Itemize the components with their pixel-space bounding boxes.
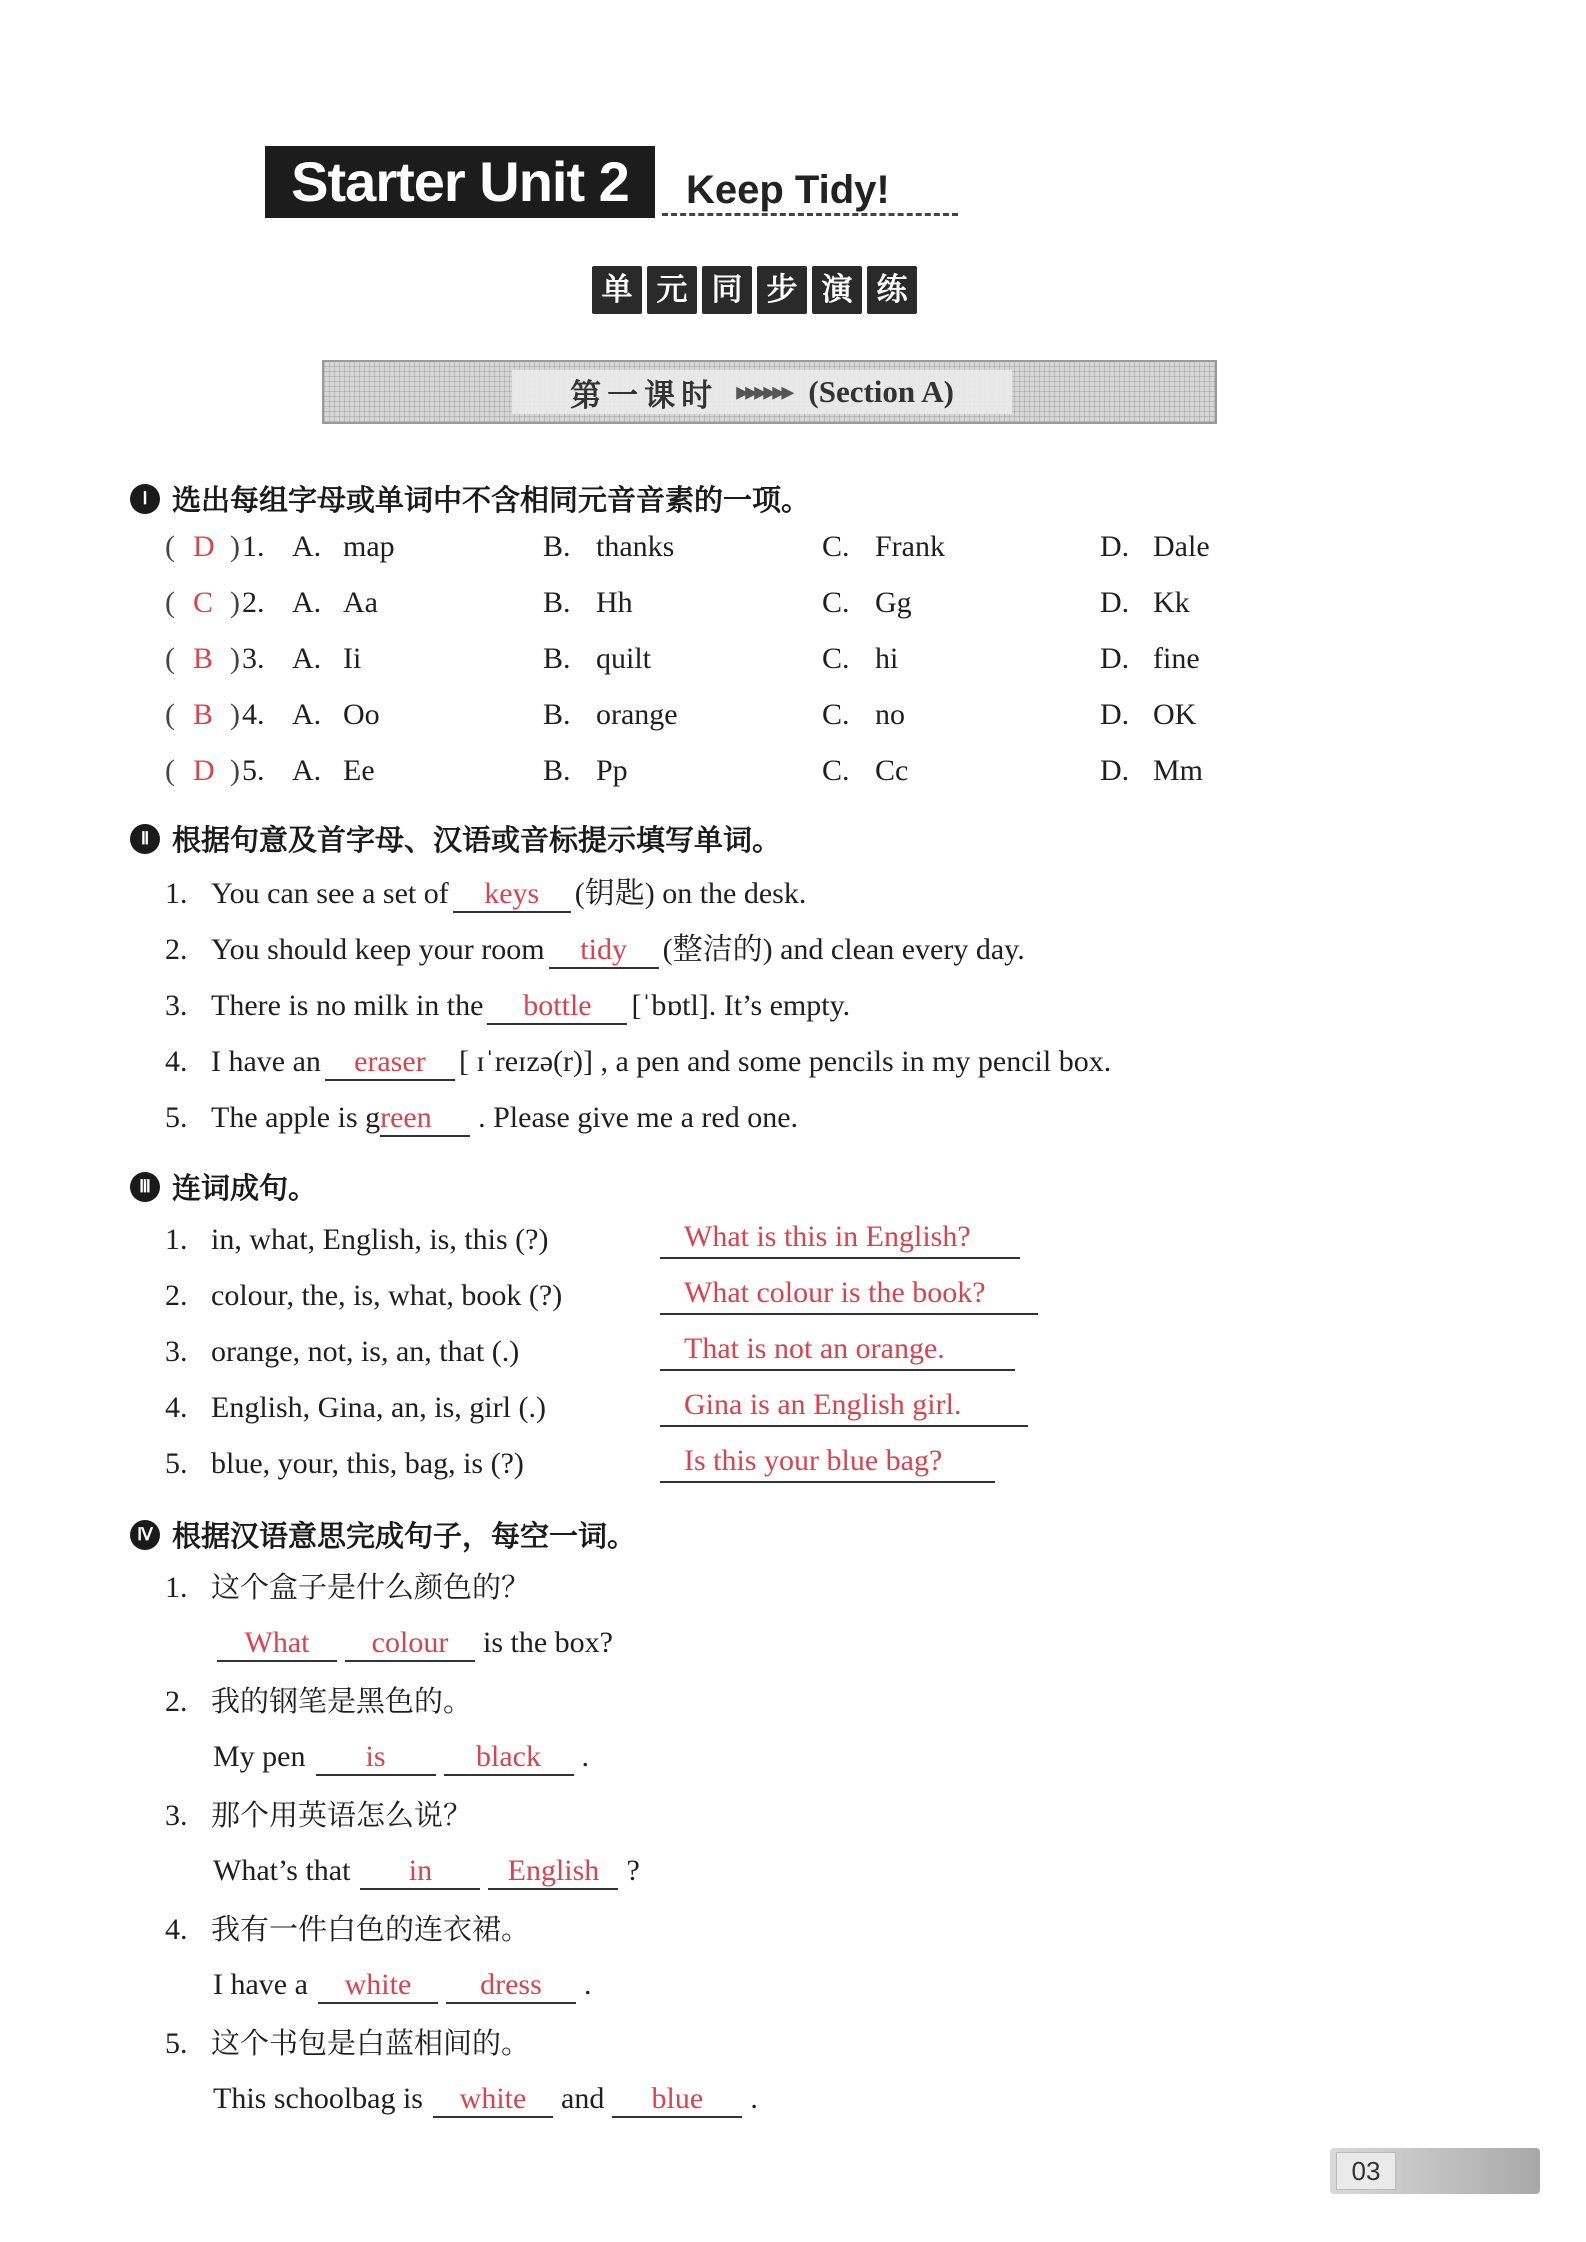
chinese-prompt: 那个用英语怎么说？ <box>211 1798 473 1832</box>
option-text: Hh <box>596 586 633 619</box>
option-text: map <box>343 530 395 563</box>
answer-row <box>213 1736 589 1778</box>
chinese-prompt: 这个盒子是什么颜色的？ <box>211 1570 531 1604</box>
chinese-prompt: 这个书包是白蓝相间的。 <box>211 2026 531 2060</box>
answer-blank: white <box>318 1968 438 2004</box>
choice-row <box>165 695 1265 735</box>
answer-blank: English <box>488 1854 618 1890</box>
question-number: 1. <box>165 1571 188 1604</box>
sentence-start: You can see a set of <box>211 877 449 910</box>
part-title: 连词成句。 <box>172 1171 318 1205</box>
option-text: quilt <box>596 642 652 675</box>
option-text: Cc <box>875 754 909 787</box>
word-list: blue, your, this, bag, is (?) <box>211 1447 524 1480</box>
prompt-row <box>165 1908 530 1951</box>
question-number: 1. <box>165 877 188 910</box>
option-text: Kk <box>1153 586 1190 619</box>
chip: 演 <box>812 266 862 314</box>
sentence-start: I have a <box>213 1968 308 2001</box>
sentence-start: I have an <box>211 1045 321 1078</box>
choice-row <box>165 583 1265 623</box>
page-number: 03 <box>1336 2152 1396 2190</box>
sentence-start: The apple is g <box>211 1101 381 1134</box>
answer: D <box>193 530 215 563</box>
question-number: 4. <box>242 698 265 731</box>
answer-blank: tidy <box>549 933 659 969</box>
answer-blank: dress <box>446 1968 576 2004</box>
option-label: A. <box>292 698 322 731</box>
option-label: D. <box>1100 754 1130 787</box>
answer-blank: colour <box>345 1626 475 1662</box>
lesson-title: 第一课时 <box>570 377 719 414</box>
option-label: A. <box>292 530 322 563</box>
option-text: Mm <box>1153 754 1204 787</box>
open-paren: ( <box>165 530 175 563</box>
part-heading <box>130 1166 317 1207</box>
answer: B <box>193 698 214 731</box>
choice-row <box>165 639 1265 679</box>
question-number: 2. <box>165 933 188 966</box>
question-number: 1. <box>242 530 265 563</box>
answer-line: What is this in English? <box>660 1217 1020 1259</box>
prompt-row <box>165 2022 530 2065</box>
option-label: D. <box>1100 530 1130 563</box>
question-number: 3. <box>165 1335 188 1368</box>
option-label: B. <box>543 698 571 731</box>
question-number: 3. <box>242 642 265 675</box>
option-text: no <box>875 698 905 731</box>
answer-blank: eraser <box>325 1045 455 1081</box>
chip: 步 <box>757 266 807 314</box>
answer-blank: reen <box>380 1101 470 1137</box>
option-label: C. <box>822 642 850 675</box>
option-label: C. <box>822 530 850 563</box>
sentence-end: (钥匙) on the desk. <box>574 877 807 910</box>
sentence-start: My pen <box>213 1740 306 1773</box>
question-number: 5. <box>242 754 265 787</box>
question-number: 2. <box>165 1279 188 1312</box>
option-label: B. <box>543 642 571 675</box>
question-number: 5. <box>165 2027 188 2060</box>
sentence-end: . <box>581 1740 589 1773</box>
close-paren: ) <box>230 754 240 787</box>
prompt-row <box>165 1680 472 1723</box>
option-text: orange <box>596 698 678 731</box>
answer-row <box>213 2078 758 2120</box>
option-text: Gg <box>875 586 912 619</box>
sentence-end: . Please give me a red one. <box>478 1101 799 1134</box>
option-label: C. <box>822 754 850 787</box>
lesson-banner <box>322 360 1217 424</box>
answer-row <box>213 1850 640 1892</box>
choice-row <box>165 527 1265 567</box>
unit-title: Starter Unit 2 <box>265 146 655 218</box>
option-label: D. <box>1100 642 1130 675</box>
option-text: Ii <box>343 642 362 675</box>
answer-row <box>213 1964 591 2006</box>
answer-line: What colour is the book? <box>660 1273 1038 1315</box>
chip: 单 <box>592 266 642 314</box>
word-list: English, Gina, an, is, girl (.) <box>211 1391 546 1424</box>
option-label: B. <box>543 530 571 563</box>
part-heading <box>130 818 781 859</box>
fill-row <box>165 1041 1111 1083</box>
answer: C <box>193 586 214 619</box>
option-text: thanks <box>596 530 675 563</box>
arrow-icon: ▸▸▸▸▸▸ <box>736 377 791 407</box>
order-row <box>165 1387 546 1429</box>
order-row <box>165 1443 524 1485</box>
question-number: 3. <box>165 1799 188 1832</box>
sentence-start: You should keep your room <box>211 933 545 966</box>
answer: D <box>193 754 215 787</box>
part-number-icon: Ⅲ <box>130 1172 160 1202</box>
sentence-end: . <box>750 2082 758 2115</box>
close-paren: ) <box>230 530 240 563</box>
option-text: Dale <box>1153 530 1210 563</box>
sentence-end: (整洁的) and clean every day. <box>662 933 1025 966</box>
chinese-prompt: 我有一件白色的连衣裙。 <box>211 1912 531 1946</box>
answer-blank: is <box>316 1740 436 1776</box>
option-text: fine <box>1153 642 1200 675</box>
sentence-end: ? <box>626 1854 640 1887</box>
option-text: Aa <box>343 586 378 619</box>
chip: 同 <box>702 266 752 314</box>
option-text: Pp <box>596 754 628 787</box>
option-text: Oo <box>343 698 380 731</box>
option-label: B. <box>543 586 571 619</box>
question-number: 4. <box>165 1913 188 1946</box>
prompt-row <box>165 1566 530 1609</box>
close-paren: ) <box>230 642 240 675</box>
sentence-start: What’s that <box>213 1854 351 1887</box>
close-paren: ) <box>230 698 240 731</box>
word-list: orange, not, is, an, that (.) <box>211 1335 520 1368</box>
close-paren: ) <box>230 586 240 619</box>
answer-blank: What <box>217 1626 337 1662</box>
option-label: A. <box>292 754 322 787</box>
question-number: 5. <box>165 1447 188 1480</box>
answer-line: Gina is an English girl. <box>660 1385 1028 1427</box>
answer-blank: bottle <box>487 989 627 1025</box>
part-title: 选出每组字母或单词中不含相同元音音素的一项。 <box>172 483 811 517</box>
answer-line: Is this your blue bag? <box>660 1441 995 1483</box>
open-paren: ( <box>165 586 175 619</box>
open-paren: ( <box>165 754 175 787</box>
word-list: in, what, English, is, this (?) <box>211 1223 549 1256</box>
fill-row <box>165 985 850 1027</box>
option-label: C. <box>822 586 850 619</box>
question-number: 1. <box>165 1223 188 1256</box>
fill-row <box>165 929 1025 971</box>
option-label: A. <box>292 586 322 619</box>
sentence-end: [ˈbɒtl]. It’s empty. <box>631 989 851 1022</box>
option-label: C. <box>822 698 850 731</box>
option-text: hi <box>875 642 899 675</box>
answer-blank: black <box>444 1740 574 1776</box>
part-number-icon: Ⅰ <box>130 484 160 514</box>
option-label: A. <box>292 642 322 675</box>
chip: 练 <box>867 266 917 314</box>
answer-blank: keys <box>453 877 571 913</box>
prompt-row <box>165 1794 472 1837</box>
fill-row <box>165 1097 798 1139</box>
order-row <box>165 1219 548 1261</box>
option-label: B. <box>543 754 571 787</box>
question-number: 3. <box>165 989 188 1022</box>
answer-blank: in <box>360 1854 480 1890</box>
answer: B <box>193 642 214 675</box>
answer-line: That is not an orange. <box>660 1329 1015 1371</box>
part-title: 根据句意及首字母、汉语或音标提示填写单词。 <box>172 823 782 857</box>
unit-subtitle: Keep Tidy! <box>662 164 958 216</box>
lesson-section: (Section A) <box>808 374 954 409</box>
part-heading <box>130 1514 636 1555</box>
chip: 元 <box>647 266 697 314</box>
part-number-icon: Ⅳ <box>130 1520 160 1550</box>
question-number: 5. <box>165 1101 188 1134</box>
part-number-icon: Ⅱ <box>130 824 160 854</box>
order-row <box>165 1275 562 1317</box>
sentence-start: This schoolbag is <box>213 2082 423 2115</box>
question-number: 4. <box>165 1045 188 1078</box>
question-number: 4. <box>165 1391 188 1424</box>
option-label: D. <box>1100 698 1130 731</box>
question-number: 2. <box>242 586 265 619</box>
choice-row <box>165 751 1265 791</box>
sentence-end: is the box? <box>483 1626 613 1659</box>
order-row <box>165 1331 519 1373</box>
answer-blank: blue <box>612 2082 742 2118</box>
option-text: Ee <box>343 754 375 787</box>
part-heading <box>130 478 810 519</box>
option-text: OK <box>1153 698 1197 731</box>
option-text: Frank <box>875 530 945 563</box>
question-number: 2. <box>165 1685 188 1718</box>
connector: and <box>561 2082 605 2115</box>
answer-row <box>213 1622 613 1664</box>
part-title: 根据汉语意思完成句子，每空一词。 <box>172 1519 637 1553</box>
option-label: D. <box>1100 586 1130 619</box>
sentence-end: . <box>583 1968 592 2001</box>
open-paren: ( <box>165 642 175 675</box>
word-list: colour, the, is, what, book (?) <box>211 1279 563 1312</box>
answer-blank: white <box>433 2082 553 2118</box>
open-paren: ( <box>165 698 175 731</box>
fill-row <box>165 873 806 915</box>
chinese-prompt: 我的钢笔是黑色的。 <box>211 1684 473 1718</box>
sentence-end: [ ɪˈreɪzə(r)] , a pen and some pencils in my pencil box. <box>458 1045 1112 1078</box>
sentence-start: There is no milk in the <box>211 989 484 1022</box>
section-chips <box>592 266 917 314</box>
